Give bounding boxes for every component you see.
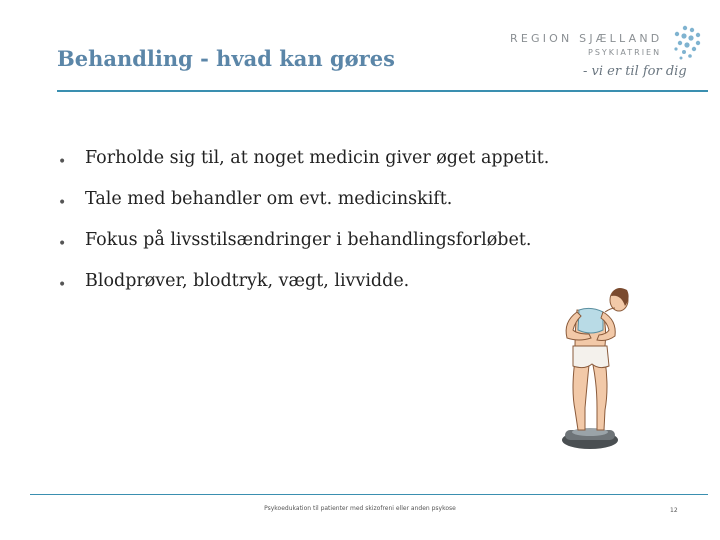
list-item: [58, 189, 678, 230]
logo-tagline: - vi er til for dig: [583, 64, 687, 79]
bullet-symbol: •: [58, 236, 67, 252]
bullet-text: Fokus på livsstilsændringer i behandlingsforløbet.: [85, 230, 532, 250]
list-item: [58, 230, 678, 271]
list-item: [58, 148, 678, 189]
title-divider: [57, 90, 708, 92]
footer-text: Psykoedukation til patienter med skizofreni eller anden psykose: [264, 505, 456, 512]
page-number: 12: [670, 507, 678, 514]
footer-divider: [30, 494, 708, 495]
bullet-symbol: •: [58, 154, 67, 170]
bullet-symbol: •: [58, 195, 67, 211]
bullet-text: Blodprøver, blodtryk, vægt, livvidde.: [85, 271, 410, 291]
slide-title: Behandling - hvad kan gøres: [57, 46, 395, 71]
bullet-symbol: •: [58, 277, 67, 293]
logo-dots-icon: [665, 24, 705, 64]
woman-on-scale-illustration: [545, 280, 660, 455]
region-logo: [505, 24, 705, 90]
logo-name: REGION SJÆLLAND: [510, 32, 663, 45]
bullet-text: Forholde sig til, at noget medicin giver øget appetit.: [85, 148, 550, 168]
bullet-text: Tale med behandler om evt. medicinskift.: [85, 189, 453, 209]
logo-sub: PSYKIATRIEN: [588, 48, 662, 57]
